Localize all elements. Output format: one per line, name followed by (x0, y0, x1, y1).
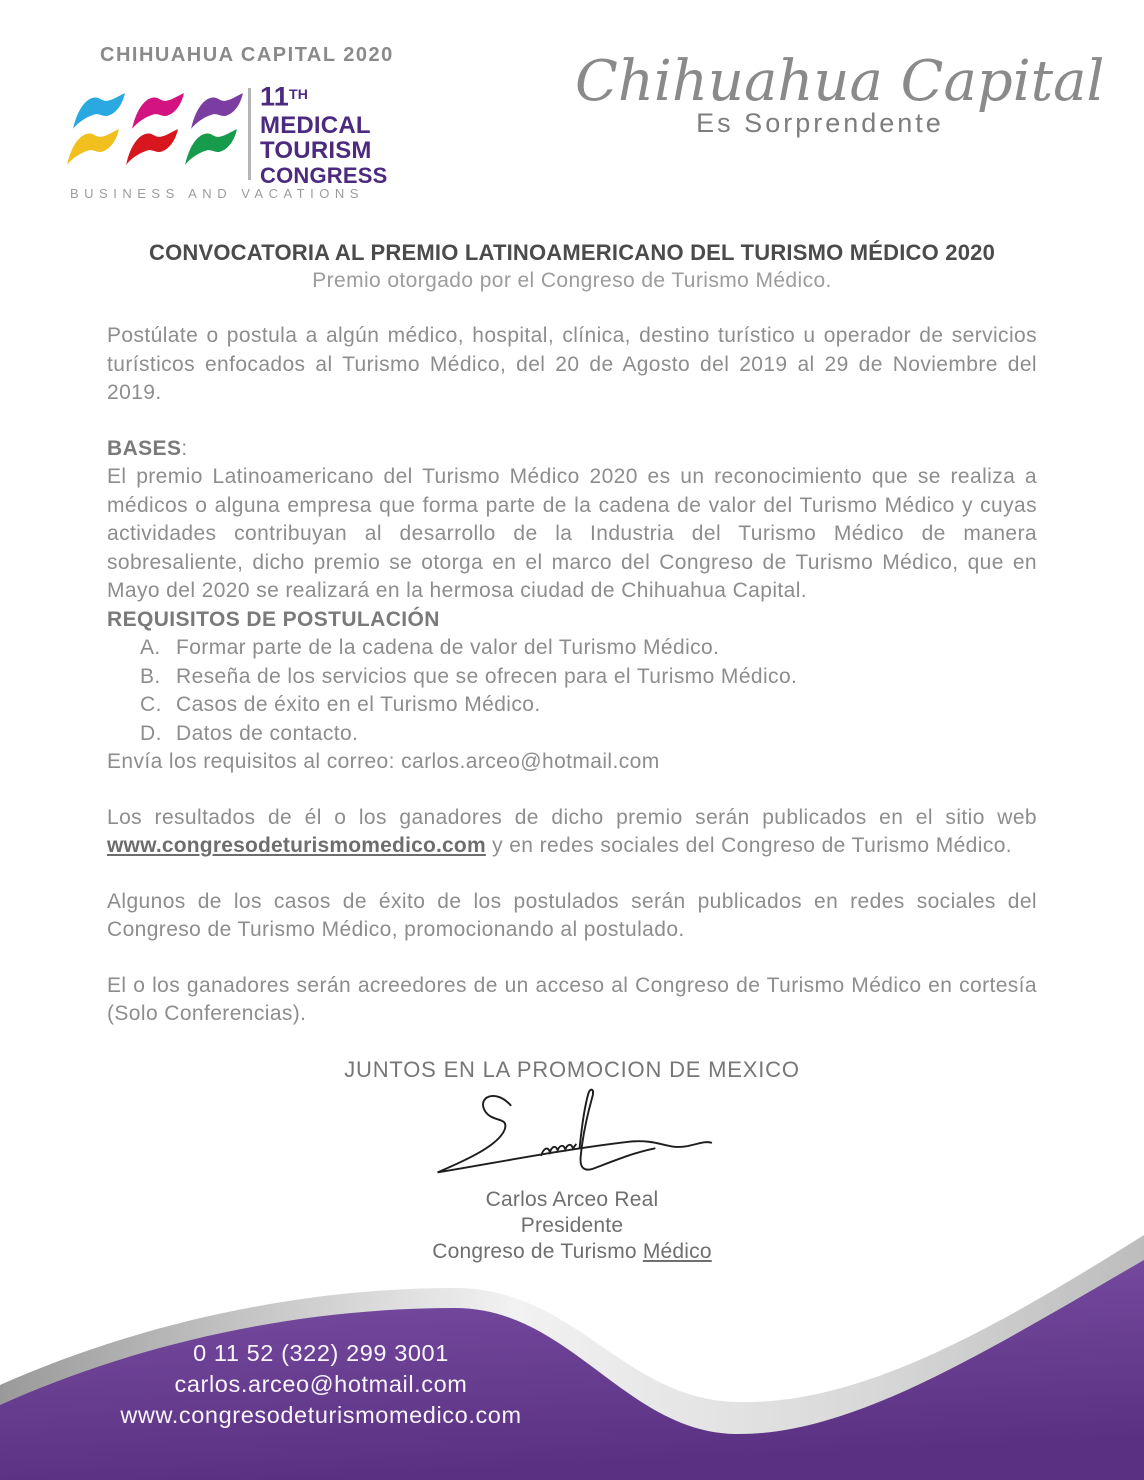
wave-flag-red-icon (125, 126, 179, 168)
ganadores-paragraph: El o los ganadores serán acreedores de un acceso al Congreso de Turismo Médico en cortesía (Solo Conferencias). (107, 973, 1037, 1025)
list-item-letter: C. (140, 693, 162, 716)
algunos-paragraph: Algunos de los casos de éxito de los postulados serán publicados en redes sociales del Congreso de Turismo Médico, promocionando al postulado. (107, 889, 1037, 941)
requisitos-heading: REQUISITOS DE POSTULACIÓN (107, 607, 440, 631)
list-item (107, 663, 1037, 692)
congress-title: 11TH MEDICAL TOURISM CONGRESS (260, 81, 388, 189)
bases-section: BASES: El premio Latinoamericano del Turismo Médico 2020 es un reconocimiento que se realiza a médicos o alguna empresa que forma parte de la cadena de valor del Turismo Médico y cuyas actividades contribuyan al desarrollo de la Industria del Turismo Médico de manera sobresaliente, dicho premio se otorga en el marco del Congreso de Turismo Médico, que en Mayo del 2020 se realizará en la hermosa ciudad de Chihuahua Capital. (107, 436, 1037, 602)
resultados-paragraph: Los resultados de él o los ganadores de dicho premio serán publicados en el sitio web www.congresodeturismomedico.com y en redes sociales del Congreso de Turismo Médico. (107, 805, 1037, 857)
footer-website: www.congresodeturismomedico.com (120, 1402, 522, 1428)
signer-name: Carlos Arceo Real (485, 1187, 659, 1211)
letter-body (107, 238, 1037, 1265)
congress-logo (70, 44, 400, 201)
list-item-text: Datos de contacto. (176, 721, 359, 745)
footer-email: carlos.arceo@hotmail.com (174, 1371, 468, 1397)
congress-website-link: www.congresodeturismomedico.com (107, 834, 486, 857)
wave-flag-green-icon (184, 126, 238, 168)
chihuahua-script-text: Chihuahua Capital (575, 49, 1105, 114)
signer-role: Presidente (520, 1213, 624, 1237)
list-item-letter: B. (140, 664, 161, 688)
list-item-text: Formar parte de la cadena de valor del Turismo Médico. (176, 636, 720, 659)
list-item-letter: D. (140, 721, 162, 745)
footer-phone: 0 11 52 (322) 299 3001 (193, 1340, 449, 1366)
wave-flag-yellow-icon (66, 126, 120, 168)
chihuahua-tagline: Es Sorprendente (696, 108, 944, 138)
list-item-text: Casos de éxito en el Turismo Médico. (176, 693, 541, 716)
envia-line: Envía los requisitos al correo: carlos.arceo@hotmail.com (107, 750, 660, 773)
list-item (107, 691, 1037, 720)
footer-contact (61, 1338, 581, 1431)
signature (107, 1086, 1037, 1191)
wave-flags (72, 90, 244, 168)
requisitos-section (107, 606, 1037, 777)
list-item-text: Reseña de los servicios que se ofrecen para el Turismo Médico. (176, 664, 798, 688)
list-item-letter: A. (140, 636, 161, 659)
document-title: CONVOCATORIA AL PREMIO LATINOAMERICANO DEL TURISMO MÉDICO 2020 (148, 240, 995, 265)
logo-divider (248, 88, 251, 180)
signer-block (107, 1187, 1037, 1265)
signer-org: Congreso de Turismo Médico (432, 1239, 712, 1263)
logo-top-text: CHIHUAHUA CAPITAL 2020 (100, 44, 394, 66)
intro-paragraph: Postúlate o postula a algún médico, hospital, clínica, destino turístico u operador de servicios turísticos enfocados al Turismo Médico, del 20 de Agosto del 2019 al 29 de Noviembre del 2019. (107, 324, 1037, 404)
bases-heading: BASES (107, 436, 182, 460)
document-subtitle: Premio otorgado por el Congreso de Turismo Médico. (312, 269, 832, 292)
chihuahua-capital-logo (575, 49, 1105, 139)
logo-bottom-text: BUSINESS AND VACATIONS (70, 186, 364, 201)
juntos-slogan: JUNTOS EN LA PROMOCION DE MEXICO (344, 1056, 800, 1082)
list-item (107, 720, 1037, 749)
list-item (107, 634, 1037, 663)
bases-text: El premio Latinoamericano del Turismo Médico 2020 es un reconocimiento que se realiza a médicos o alguna empresa que forma parte de la cadena de valor del Turismo Médico y cuyas actividades contribuyan al desarrollo de la Industria del Turismo Médico de manera sobresaliente, dicho premio se otorga en el marco del Congreso de Turismo Médico, que en Mayo del 2020 se realizará en la hermosa ciudad de Chihuahua Capital. (107, 465, 1037, 602)
handwritten-signature-icon (422, 1086, 722, 1182)
